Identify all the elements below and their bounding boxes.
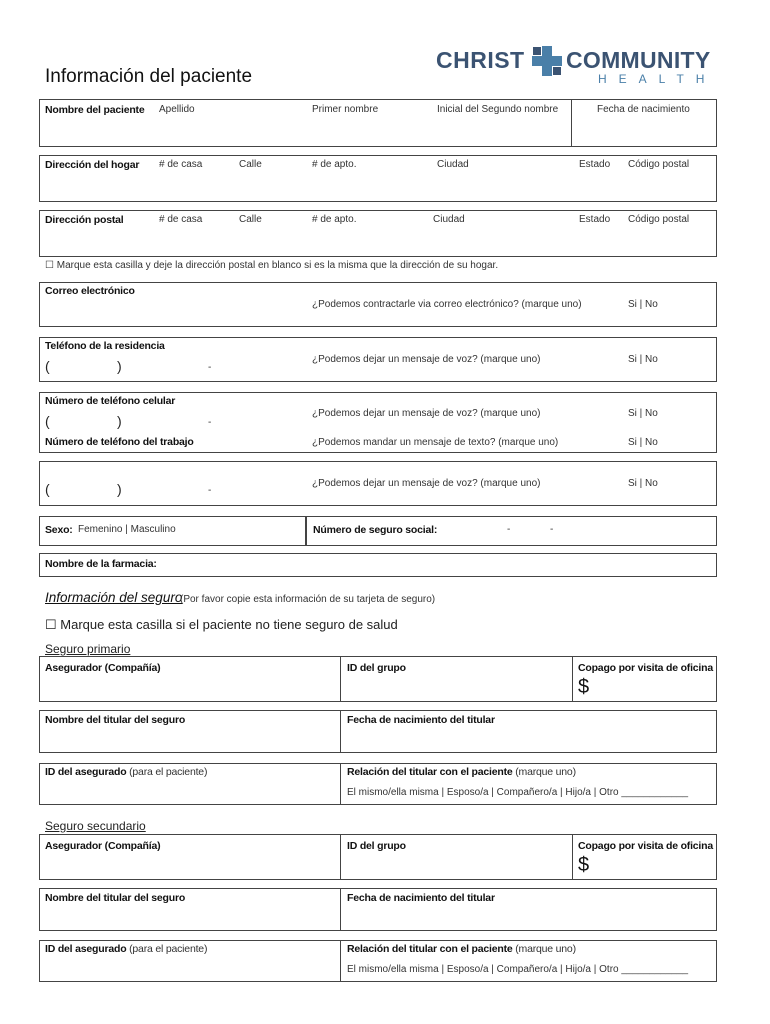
mail-street: Calle [239,214,262,225]
home-phone-question: ¿Podemos dejar un mensaje de voz? (marque uno) [312,354,541,365]
secondary-heading: Seguro secundario [45,819,146,833]
cell-text-options[interactable]: Si | No [628,437,658,448]
home-address-field[interactable] [39,155,717,202]
home-zip: Código postal [628,159,690,170]
secondary-insured-id-text: ID del asegurado [45,943,127,955]
mail-apt: # de apto. [312,214,357,225]
primary-holder-dob-label: Fecha de nacimiento del titular [347,714,495,726]
primary-holder-name-label: Nombre del titular del seguro [45,714,186,726]
primary-relationship-label [347,766,576,778]
home-phone-dash: - [208,362,212,373]
logo [436,44,726,89]
home-phone-paren-close: ) [117,358,122,374]
secondary-relationship-label [347,943,576,955]
home-phone-options[interactable]: Si | No [628,354,658,365]
work-phone-label: Número de teléfono del trabajo [45,436,194,448]
work-phone-options[interactable]: Si | No [628,478,658,489]
home-state: Estado [579,159,611,170]
logo-community: COMMUNITY [566,47,711,73]
cell-phone-dash: - [208,417,212,428]
primary-heading: Seguro primario [45,642,131,656]
email-question: ¿Podemos contractarle via correo electrónico? (marque uno) [312,299,582,310]
cell-voice-question: ¿Podemos dejar un mensaje de voz? (marque uno) [312,408,541,419]
mail-house-no: # de casa [159,214,203,225]
home-apt: # de apto. [312,159,357,170]
email-options[interactable]: Si | No [628,299,658,310]
last-name-label: Apellido [159,104,195,115]
mail-zip: Código postal [628,214,690,225]
dob-label: Fecha de nacimiento [597,104,690,115]
primary-group-id-label: ID del grupo [347,662,406,674]
work-phone-question: ¿Podemos dejar un mensaje de voz? (marque uno) [312,478,541,489]
cell-phone-paren-close: ) [117,413,122,429]
secondary-group-id-label: ID del grupo [347,840,406,852]
secondary-relationship-options[interactable]: El mismo/ella misma | Esposo/a | Compañero/a | Hijo/a | Otro ____________ [347,964,689,975]
first-name-label: Primer nombre [312,104,379,115]
home-city: Ciudad [437,159,469,170]
page-title: Información del paciente [45,66,253,87]
secondary-dollar: $ [578,854,590,876]
secondary-relationship-note: (marque uno) [515,943,576,955]
pharmacy-label: Nombre de la farmacia: [45,558,157,570]
middle-initial-label: Inicial del Segundo nombre [437,104,559,115]
work-phone-paren-open: ( [45,481,50,497]
sex-label: Sexo: [45,524,73,536]
logo-health: HEALTH [598,72,717,86]
secondary-insurer-label: Asegurador (Compañía) [45,840,161,852]
logo-christ: CHRIST [436,47,525,73]
same-address-checkbox[interactable]: ☐ Marque esta casilla y deje la dirección postal en blanco si es la misma que la dirección de su hogar. [45,260,499,271]
primary-relationship-text: Relación del titular con el paciente [347,766,513,778]
ssn-label: Número de seguro social: [313,524,438,536]
home-street: Calle [239,159,262,170]
work-phone-paren-close: ) [117,481,122,497]
cell-text-question: ¿Podemos mandar un mensaje de texto? (marque uno) [312,437,559,448]
home-phone-label: Teléfono de la residencia [45,340,165,352]
no-insurance-checkbox[interactable]: ☐ Marque esta casilla si el paciente no tiene seguro de salud [45,617,398,632]
home-phone-paren-open: ( [45,358,50,374]
primary-dollar: $ [578,676,590,698]
mail-city: Ciudad [433,214,465,225]
secondary-copay-label: Copago por visita de oficina [578,840,714,852]
secondary-insured-id-note: (para el paciente) [129,943,208,955]
mail-state: Estado [579,214,611,225]
patient-name-label: Nombre del paciente [45,104,145,116]
insurance-title: Información del seguro [45,590,183,605]
secondary-relationship-text: Relación del titular con el paciente [347,943,513,955]
mail-address-label: Dirección postal [45,214,124,226]
home-address-label: Dirección del hogar [45,159,140,171]
ssn-dash-2: - [550,524,554,535]
home-house-no: # de casa [159,159,203,170]
work-phone-dash: - [208,485,212,496]
cell-voice-options[interactable]: Si | No [628,408,658,419]
insurance-note: (Por favor copie esta información de su tarjeta de seguro) [180,594,436,605]
primary-insured-id-label [45,766,207,778]
secondary-holder-name-label: Nombre del titular del seguro [45,892,186,904]
primary-insurer-label: Asegurador (Compañía) [45,662,161,674]
mail-address-field[interactable] [39,210,717,257]
primary-relationship-note: (marque uno) [515,766,576,778]
secondary-insured-id-label [45,943,207,955]
primary-copay-label: Copago por visita de oficina [578,662,714,674]
primary-insured-id-text: ID del asegurado [45,766,127,778]
cell-phone-paren-open: ( [45,413,50,429]
secondary-holder-dob-label: Fecha de nacimiento del titular [347,892,495,904]
primary-relationship-options[interactable]: El mismo/ella misma | Esposo/a | Compañero/a | Hijo/a | Otro ____________ [347,787,689,798]
email-label: Correo electrónico [45,285,135,297]
sex-options[interactable]: Femenino | Masculino [78,524,176,535]
primary-insured-id-note: (para el paciente) [129,766,208,778]
cell-phone-label: Número de teléfono celular [45,395,176,407]
cross-icon [532,46,562,76]
ssn-dash-1: - [507,524,511,535]
